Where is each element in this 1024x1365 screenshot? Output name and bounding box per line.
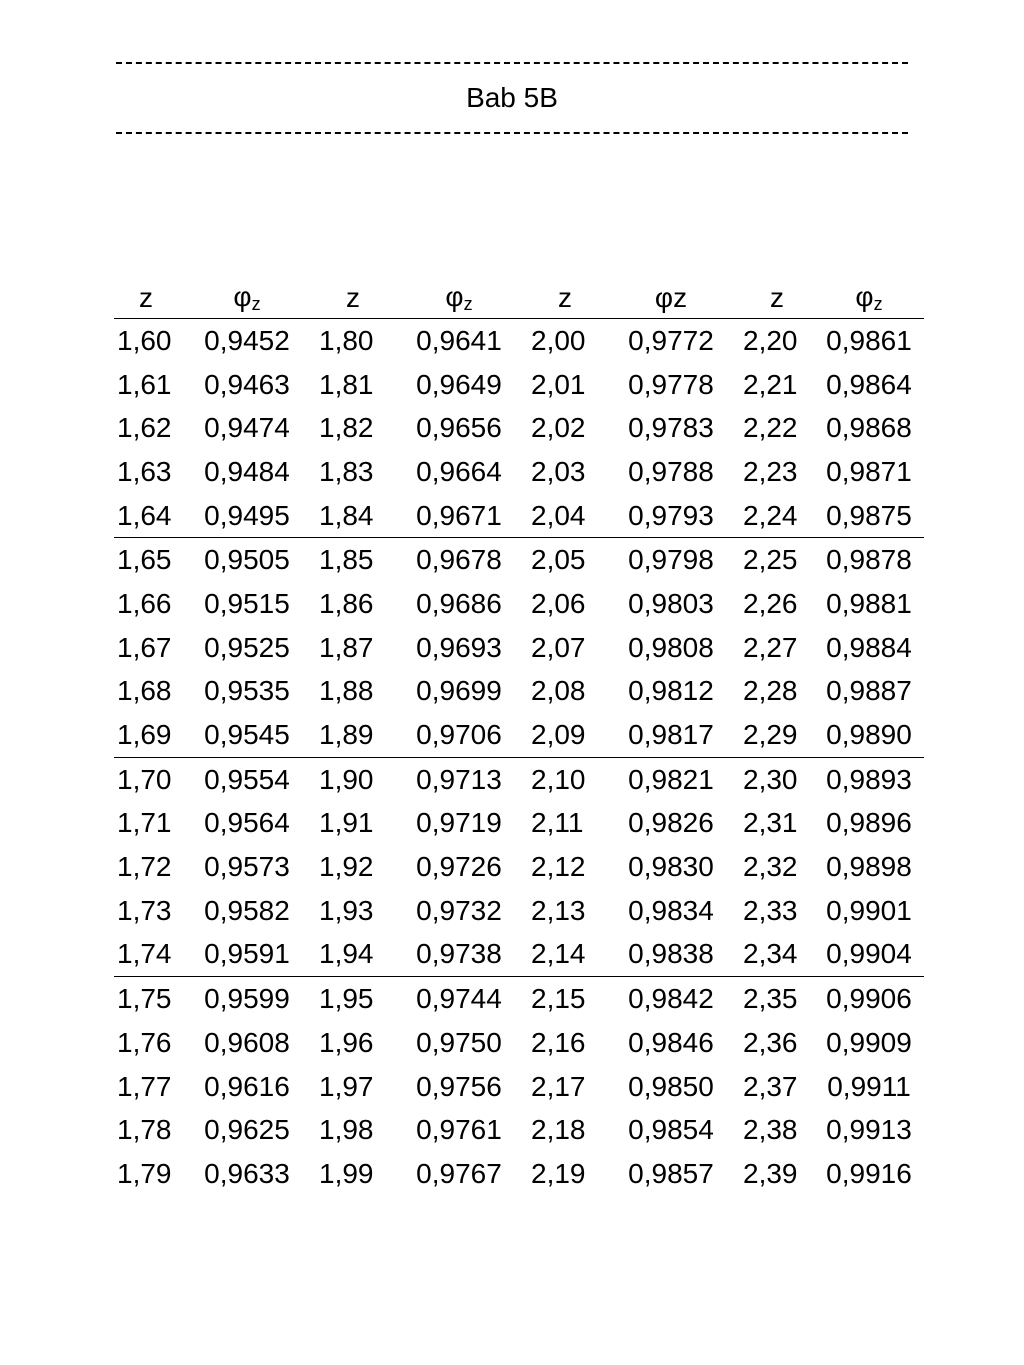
phi-value-cell: 0,9861 <box>826 324 912 356</box>
z-value-cell: 1,85 <box>319 544 374 576</box>
z-value-cell: 2,32 <box>743 851 798 883</box>
phi-value-cell: 0,9842 <box>628 983 714 1015</box>
phi-value-cell: 0,9649 <box>416 368 502 400</box>
table-row <box>114 406 924 450</box>
z-value-cell: 1,87 <box>319 631 374 663</box>
phi-value-cell: 0,9554 <box>204 763 290 795</box>
table-row <box>114 494 924 539</box>
column-header-symbol: z <box>558 282 572 313</box>
z-value-cell: 2,37 <box>743 1070 798 1102</box>
z-value-cell: 2,13 <box>531 894 586 926</box>
phi-value-cell: 0,9693 <box>416 631 502 663</box>
z-value-cell: 2,24 <box>743 499 798 531</box>
phi-value-cell: 0,9798 <box>628 544 714 576</box>
phi-value-cell: 0,9788 <box>628 455 714 487</box>
z-value-cell: 1,93 <box>319 894 374 926</box>
column-header-4 <box>390 281 528 315</box>
phi-value-cell: 0,9901 <box>826 894 912 926</box>
z-value-cell: 1,96 <box>319 1026 374 1058</box>
phi-value-cell: 0,9812 <box>628 675 714 707</box>
z-value-cell: 2,28 <box>743 675 798 707</box>
phi-value-cell: 0,9495 <box>204 499 290 531</box>
z-value-cell: 1,77 <box>117 1070 172 1102</box>
table-row <box>114 1065 924 1109</box>
table-row <box>114 845 924 889</box>
phi-value-cell: 0,9772 <box>628 324 714 356</box>
page-title: Bab 5B <box>466 82 558 113</box>
phi-value-cell: 0,9826 <box>628 807 714 839</box>
table-header-row <box>114 278 924 319</box>
z-value-cell: 1,82 <box>319 412 374 444</box>
column-header-subscript: z <box>873 294 883 314</box>
table-row <box>114 626 924 670</box>
z-value-cell: 1,95 <box>319 983 374 1015</box>
phi-value-cell: 0,9750 <box>416 1026 502 1058</box>
phi-value-cell: 0,9808 <box>628 631 714 663</box>
phi-value-cell: 0,9625 <box>204 1114 290 1146</box>
phi-value-cell: 0,9793 <box>628 499 714 531</box>
phi-value-cell: 0,9896 <box>826 807 912 839</box>
z-value-cell: 1,60 <box>117 324 172 356</box>
phi-value-cell: 0,9838 <box>628 938 714 970</box>
phi-value-cell: 0,9890 <box>826 719 912 751</box>
table-row <box>114 450 924 494</box>
column-header-subscript: z <box>251 294 261 314</box>
z-value-cell: 1,68 <box>117 675 172 707</box>
phi-value-cell: 0,9706 <box>416 719 502 751</box>
z-value-cell: 2,04 <box>531 499 586 531</box>
z-value-cell: 1,70 <box>117 763 172 795</box>
phi-value-cell: 0,9857 <box>628 1157 714 1189</box>
z-value-cell: 2,31 <box>743 807 798 839</box>
z-value-cell: 2,22 <box>743 412 798 444</box>
phi-value-cell: 0,9854 <box>628 1114 714 1146</box>
table-row <box>114 933 924 978</box>
column-header-8 <box>814 281 924 315</box>
phi-value-cell: 0,9904 <box>826 938 912 970</box>
z-value-cell: 2,30 <box>743 763 798 795</box>
table-row <box>114 758 924 802</box>
column-header-6 <box>602 282 740 314</box>
z-value-cell: 2,11 <box>531 807 584 839</box>
z-value-cell: 2,36 <box>743 1026 798 1058</box>
z-value-cell: 2,17 <box>531 1070 586 1102</box>
z-value-cell: 2,29 <box>743 719 798 751</box>
z-value-cell: 2,06 <box>531 587 586 619</box>
phi-value-cell: 0,9686 <box>416 587 502 619</box>
z-value-cell: 2,16 <box>531 1026 586 1058</box>
phi-value-cell: 0,9864 <box>826 368 912 400</box>
z-value-cell: 2,05 <box>531 544 586 576</box>
z-value-cell: 2,21 <box>743 368 798 400</box>
z-value-cell: 2,09 <box>531 719 586 751</box>
z-value-cell: 1,99 <box>319 1157 374 1189</box>
phi-value-cell: 0,9913 <box>826 1114 912 1146</box>
z-value-cell: 2,01 <box>531 368 586 400</box>
phi-value-cell: 0,9633 <box>204 1157 290 1189</box>
bottom-dashed-divider <box>116 132 908 134</box>
phi-value-cell: 0,9713 <box>416 763 502 795</box>
z-value-cell: 1,62 <box>117 412 172 444</box>
column-header-symbol: z <box>770 282 784 313</box>
phi-value-cell: 0,9452 <box>204 324 290 356</box>
z-value-cell: 1,74 <box>117 938 172 970</box>
phi-value-cell: 0,9678 <box>416 544 502 576</box>
column-header-symbol: φz <box>654 282 688 313</box>
table-row <box>114 713 924 758</box>
z-value-cell: 1,92 <box>319 851 374 883</box>
phi-value-cell: 0,9505 <box>204 544 290 576</box>
phi-value-cell: 0,9767 <box>416 1157 502 1189</box>
z-value-cell: 1,81 <box>319 368 374 400</box>
z-value-cell: 2,07 <box>531 631 586 663</box>
phi-value-cell: 0,9817 <box>628 719 714 751</box>
column-header-subscript: z <box>463 294 473 314</box>
z-value-cell: 2,02 <box>531 412 586 444</box>
table-body <box>114 319 924 1196</box>
phi-value-cell: 0,9871 <box>826 455 912 487</box>
table-row <box>114 1021 924 1065</box>
z-value-cell: 2,12 <box>531 851 586 883</box>
normal-distribution-table <box>114 278 924 1196</box>
z-value-cell: 1,67 <box>117 631 172 663</box>
phi-value-cell: 0,9783 <box>628 412 714 444</box>
phi-value-cell: 0,9463 <box>204 368 290 400</box>
phi-value-cell: 0,9719 <box>416 807 502 839</box>
table-row <box>114 319 924 363</box>
phi-value-cell: 0,9850 <box>628 1070 714 1102</box>
column-header-5 <box>528 282 602 314</box>
z-value-cell: 1,66 <box>117 587 172 619</box>
z-value-cell: 1,94 <box>319 938 374 970</box>
phi-value-cell: 0,9834 <box>628 894 714 926</box>
phi-value-cell: 0,9761 <box>416 1114 502 1146</box>
z-value-cell: 2,38 <box>743 1114 798 1146</box>
z-value-cell: 1,64 <box>117 499 172 531</box>
phi-value-cell: 0,9656 <box>416 412 502 444</box>
phi-value-cell: 0,9582 <box>204 894 290 926</box>
phi-value-cell: 0,9699 <box>416 675 502 707</box>
column-header-3 <box>316 282 390 314</box>
table-row <box>114 802 924 846</box>
z-value-cell: 1,83 <box>319 455 374 487</box>
z-value-cell: 2,14 <box>531 938 586 970</box>
phi-value-cell: 0,9484 <box>204 455 290 487</box>
table-row <box>114 670 924 714</box>
z-value-cell: 1,73 <box>117 894 172 926</box>
phi-value-cell: 0,9616 <box>204 1070 290 1102</box>
phi-value-cell: 0,9599 <box>204 983 290 1015</box>
phi-value-cell: 0,9564 <box>204 807 290 839</box>
phi-value-cell: 0,9803 <box>628 587 714 619</box>
phi-value-cell: 0,9525 <box>204 631 290 663</box>
phi-value-cell: 0,9608 <box>204 1026 290 1058</box>
z-value-cell: 2,23 <box>743 455 798 487</box>
phi-value-cell: 0,9744 <box>416 983 502 1015</box>
z-value-cell: 1,98 <box>319 1114 374 1146</box>
phi-value-cell: 0,9846 <box>628 1026 714 1058</box>
z-value-cell: 2,00 <box>531 324 586 356</box>
z-value-cell: 2,34 <box>743 938 798 970</box>
phi-value-cell: 0,9641 <box>416 324 502 356</box>
z-value-cell: 2,35 <box>743 983 798 1015</box>
phi-value-cell: 0,9878 <box>826 544 912 576</box>
z-value-cell: 2,08 <box>531 675 586 707</box>
phi-value-cell: 0,9535 <box>204 675 290 707</box>
z-value-cell: 1,80 <box>319 324 374 356</box>
z-value-cell: 1,65 <box>117 544 172 576</box>
phi-value-cell: 0,9545 <box>204 719 290 751</box>
column-header-symbol: φ <box>233 281 252 312</box>
z-value-cell: 2,03 <box>531 455 586 487</box>
z-value-cell: 1,72 <box>117 851 172 883</box>
z-value-cell: 1,63 <box>117 455 172 487</box>
phi-value-cell: 0,9898 <box>826 851 912 883</box>
phi-value-cell: 0,9830 <box>628 851 714 883</box>
phi-value-cell: 0,9726 <box>416 851 502 883</box>
table-row <box>114 582 924 626</box>
z-value-cell: 2,39 <box>743 1157 798 1189</box>
phi-value-cell: 0,9887 <box>826 675 912 707</box>
phi-value-cell: 0,9573 <box>204 851 290 883</box>
phi-value-cell: 0,9906 <box>826 983 912 1015</box>
z-value-cell: 1,79 <box>117 1157 172 1189</box>
phi-value-cell: 0,9893 <box>826 763 912 795</box>
table-row <box>114 889 924 933</box>
phi-value-cell: 0,9821 <box>628 763 714 795</box>
phi-value-cell: 0,9868 <box>826 412 912 444</box>
table-row <box>114 1108 924 1152</box>
z-value-cell: 2,27 <box>743 631 798 663</box>
z-value-cell: 2,25 <box>743 544 798 576</box>
phi-value-cell: 0,9909 <box>826 1026 912 1058</box>
z-value-cell: 1,76 <box>117 1026 172 1058</box>
z-value-cell: 1,89 <box>319 719 374 751</box>
z-value-cell: 1,88 <box>319 675 374 707</box>
phi-value-cell: 0,9881 <box>826 587 912 619</box>
phi-value-cell: 0,9515 <box>204 587 290 619</box>
column-header-symbol: z <box>346 282 360 313</box>
top-dashed-divider <box>116 62 908 64</box>
phi-value-cell: 0,9756 <box>416 1070 502 1102</box>
z-value-cell: 2,19 <box>531 1157 586 1189</box>
column-header-symbol: φ <box>855 281 874 312</box>
phi-value-cell: 0,9884 <box>826 631 912 663</box>
z-value-cell: 1,69 <box>117 719 172 751</box>
column-header-symbol: φ <box>445 281 464 312</box>
z-value-cell: 1,90 <box>319 763 374 795</box>
phi-value-cell: 0,9474 <box>204 412 290 444</box>
table-row <box>114 538 924 582</box>
z-value-cell: 1,61 <box>117 368 172 400</box>
column-header-symbol: z <box>139 282 153 313</box>
phi-value-cell: 0,9591 <box>204 938 290 970</box>
z-value-cell: 1,91 <box>319 807 374 839</box>
z-value-cell: 1,71 <box>117 807 172 839</box>
column-header-1 <box>114 282 178 314</box>
z-value-cell: 2,26 <box>743 587 798 619</box>
phi-value-cell: 0,9916 <box>826 1157 912 1189</box>
phi-value-cell: 0,9778 <box>628 368 714 400</box>
z-value-cell: 1,84 <box>319 499 374 531</box>
z-value-cell: 1,78 <box>117 1114 172 1146</box>
phi-value-cell: 0,9875 <box>826 499 912 531</box>
z-value-cell: 2,33 <box>743 894 798 926</box>
phi-value-cell: 0,9664 <box>416 455 502 487</box>
z-value-cell: 2,20 <box>743 324 798 356</box>
column-header-2 <box>178 281 316 315</box>
z-value-cell: 1,75 <box>117 983 172 1015</box>
column-header-7 <box>740 282 814 314</box>
z-value-cell: 1,97 <box>319 1070 374 1102</box>
phi-value-cell: 0,9732 <box>416 894 502 926</box>
phi-value-cell: 0,9671 <box>416 499 502 531</box>
phi-value-cell: 0,9738 <box>416 938 502 970</box>
z-value-cell: 1,86 <box>319 587 374 619</box>
z-value-cell: 2,15 <box>531 983 586 1015</box>
phi-value-cell: 0,9911 <box>827 1070 911 1102</box>
table-row <box>114 1152 924 1196</box>
table-row <box>114 977 924 1021</box>
table-row <box>114 363 924 407</box>
z-value-cell: 2,10 <box>531 763 586 795</box>
z-value-cell: 2,18 <box>531 1114 586 1146</box>
